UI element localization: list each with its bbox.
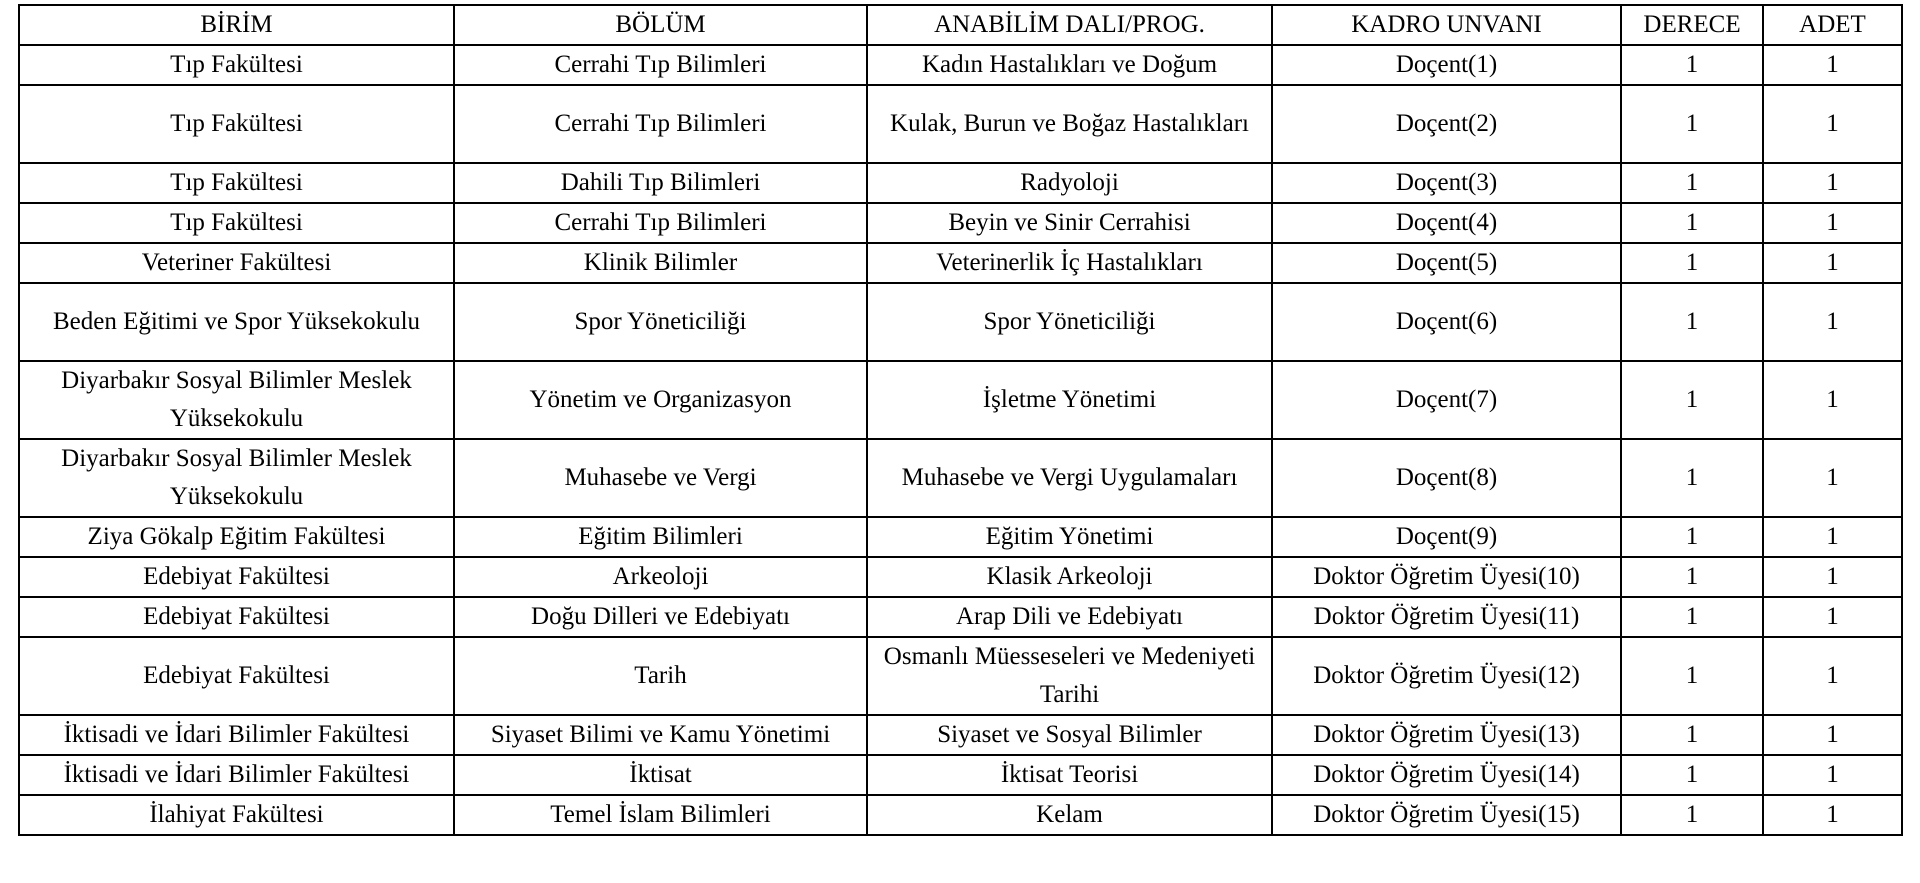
cell-bolum: Temel İslam Bilimleri <box>454 795 867 835</box>
cell-adet: 1 <box>1763 283 1902 361</box>
cell-birim: Edebiyat Fakültesi <box>19 597 454 637</box>
table-row <box>19 637 1902 715</box>
cell-birim: Tıp Fakültesi <box>19 85 454 163</box>
table-row <box>19 85 1902 163</box>
cell-bolum: Eğitim Bilimleri <box>454 517 867 557</box>
cell-birim: Diyarbakır Sosyal Bilimler Meslek Yüksekokulu <box>19 439 454 517</box>
cell-derece: 1 <box>1621 637 1763 715</box>
cell-kadro: Doktor Öğretim Üyesi(12) <box>1272 637 1621 715</box>
cell-birim: İlahiyat Fakültesi <box>19 795 454 835</box>
cell-derece: 1 <box>1621 243 1763 283</box>
table-row <box>19 45 1902 85</box>
cell-kadro: Doçent(7) <box>1272 361 1621 439</box>
cell-derece: 1 <box>1621 45 1763 85</box>
cell-derece: 1 <box>1621 163 1763 203</box>
cell-bolum: Cerrahi Tıp Bilimleri <box>454 45 867 85</box>
cell-adet: 1 <box>1763 755 1902 795</box>
cell-adet: 1 <box>1763 361 1902 439</box>
cell-kadro: Doktor Öğretim Üyesi(10) <box>1272 557 1621 597</box>
cell-bolum: Dahili Tıp Bilimleri <box>454 163 867 203</box>
table-row <box>19 163 1902 203</box>
cell-derece: 1 <box>1621 517 1763 557</box>
cell-birim: Edebiyat Fakültesi <box>19 557 454 597</box>
cell-bolum: İktisat <box>454 755 867 795</box>
header-kadro: KADRO UNVANI <box>1272 5 1621 45</box>
cell-derece: 1 <box>1621 557 1763 597</box>
cell-kadro: Doçent(1) <box>1272 45 1621 85</box>
cell-derece: 1 <box>1621 439 1763 517</box>
cell-birim: İktisadi ve İdari Bilimler Fakültesi <box>19 755 454 795</box>
cell-derece: 1 <box>1621 597 1763 637</box>
cell-birim: Diyarbakır Sosyal Bilimler Meslek Yüksekokulu <box>19 361 454 439</box>
cell-anabilim: İktisat Teorisi <box>867 755 1272 795</box>
cell-bolum: Arkeoloji <box>454 557 867 597</box>
cell-derece: 1 <box>1621 283 1763 361</box>
cell-anabilim: Radyoloji <box>867 163 1272 203</box>
cell-anabilim: Eğitim Yönetimi <box>867 517 1272 557</box>
table-row <box>19 755 1902 795</box>
cell-derece: 1 <box>1621 85 1763 163</box>
header-adet: ADET <box>1763 5 1902 45</box>
cell-bolum: Klinik Bilimler <box>454 243 867 283</box>
cell-kadro: Doktor Öğretim Üyesi(15) <box>1272 795 1621 835</box>
staff-position-table <box>18 4 1903 836</box>
cell-bolum: Yönetim ve Organizasyon <box>454 361 867 439</box>
header-bolum: BÖLÜM <box>454 5 867 45</box>
cell-bolum: Muhasebe ve Vergi <box>454 439 867 517</box>
cell-kadro: Doçent(3) <box>1272 163 1621 203</box>
cell-bolum: Cerrahi Tıp Bilimleri <box>454 85 867 163</box>
table-row <box>19 243 1902 283</box>
cell-anabilim: Kulak, Burun ve Boğaz Hastalıkları <box>867 85 1272 163</box>
cell-kadro: Doçent(2) <box>1272 85 1621 163</box>
cell-adet: 1 <box>1763 517 1902 557</box>
cell-birim: Beden Eğitimi ve Spor Yüksekokulu <box>19 283 454 361</box>
cell-kadro: Doçent(5) <box>1272 243 1621 283</box>
cell-birim: Ziya Gökalp Eğitim Fakültesi <box>19 517 454 557</box>
cell-bolum: Tarih <box>454 637 867 715</box>
cell-bolum: Cerrahi Tıp Bilimleri <box>454 203 867 243</box>
cell-birim: Edebiyat Fakültesi <box>19 637 454 715</box>
cell-anabilim: Kadın Hastalıkları ve Doğum <box>867 45 1272 85</box>
cell-bolum: Spor Yöneticiliği <box>454 283 867 361</box>
cell-adet: 1 <box>1763 715 1902 755</box>
cell-birim: Tıp Fakültesi <box>19 163 454 203</box>
cell-birim: Tıp Fakültesi <box>19 45 454 85</box>
cell-anabilim: Siyaset ve Sosyal Bilimler <box>867 715 1272 755</box>
cell-anabilim: İşletme Yönetimi <box>867 361 1272 439</box>
table-row <box>19 283 1902 361</box>
cell-adet: 1 <box>1763 45 1902 85</box>
cell-adet: 1 <box>1763 163 1902 203</box>
cell-kadro: Doçent(8) <box>1272 439 1621 517</box>
cell-adet: 1 <box>1763 637 1902 715</box>
header-row <box>19 5 1902 45</box>
cell-bolum: Doğu Dilleri ve Edebiyatı <box>454 597 867 637</box>
cell-anabilim: Kelam <box>867 795 1272 835</box>
cell-anabilim: Arap Dili ve Edebiyatı <box>867 597 1272 637</box>
cell-adet: 1 <box>1763 243 1902 283</box>
cell-kadro: Doktor Öğretim Üyesi(14) <box>1272 755 1621 795</box>
cell-kadro: Doktor Öğretim Üyesi(13) <box>1272 715 1621 755</box>
table-row <box>19 517 1902 557</box>
cell-adet: 1 <box>1763 597 1902 637</box>
cell-kadro: Doktor Öğretim Üyesi(11) <box>1272 597 1621 637</box>
cell-bolum: Siyaset Bilimi ve Kamu Yönetimi <box>454 715 867 755</box>
cell-derece: 1 <box>1621 361 1763 439</box>
cell-anabilim: Veterinerlik İç Hastalıkları <box>867 243 1272 283</box>
table-row <box>19 597 1902 637</box>
table-row <box>19 557 1902 597</box>
cell-adet: 1 <box>1763 85 1902 163</box>
cell-adet: 1 <box>1763 439 1902 517</box>
cell-anabilim: Muhasebe ve Vergi Uygulamaları <box>867 439 1272 517</box>
table-row <box>19 361 1902 439</box>
cell-anabilim: Beyin ve Sinir Cerrahisi <box>867 203 1272 243</box>
staff-position-sheet <box>18 4 1903 836</box>
header-anabilim: ANABİLİM DALI/PROG. <box>867 5 1272 45</box>
cell-anabilim: Spor Yöneticiliği <box>867 283 1272 361</box>
cell-adet: 1 <box>1763 557 1902 597</box>
header-birim: BİRİM <box>19 5 454 45</box>
cell-derece: 1 <box>1621 203 1763 243</box>
table-row <box>19 203 1902 243</box>
cell-kadro: Doçent(4) <box>1272 203 1621 243</box>
table-row <box>19 715 1902 755</box>
cell-derece: 1 <box>1621 795 1763 835</box>
cell-kadro: Doçent(6) <box>1272 283 1621 361</box>
cell-anabilim: Klasik Arkeoloji <box>867 557 1272 597</box>
cell-birim: Tıp Fakültesi <box>19 203 454 243</box>
cell-anabilim: Osmanlı Müesseseleri ve Medeniyeti Tarihi <box>867 637 1272 715</box>
header-derece: DERECE <box>1621 5 1763 45</box>
cell-derece: 1 <box>1621 715 1763 755</box>
table-row <box>19 439 1902 517</box>
cell-birim: Veteriner Fakültesi <box>19 243 454 283</box>
cell-derece: 1 <box>1621 755 1763 795</box>
cell-birim: İktisadi ve İdari Bilimler Fakültesi <box>19 715 454 755</box>
cell-kadro: Doçent(9) <box>1272 517 1621 557</box>
cell-adet: 1 <box>1763 203 1902 243</box>
cell-adet: 1 <box>1763 795 1902 835</box>
table-row <box>19 795 1902 835</box>
